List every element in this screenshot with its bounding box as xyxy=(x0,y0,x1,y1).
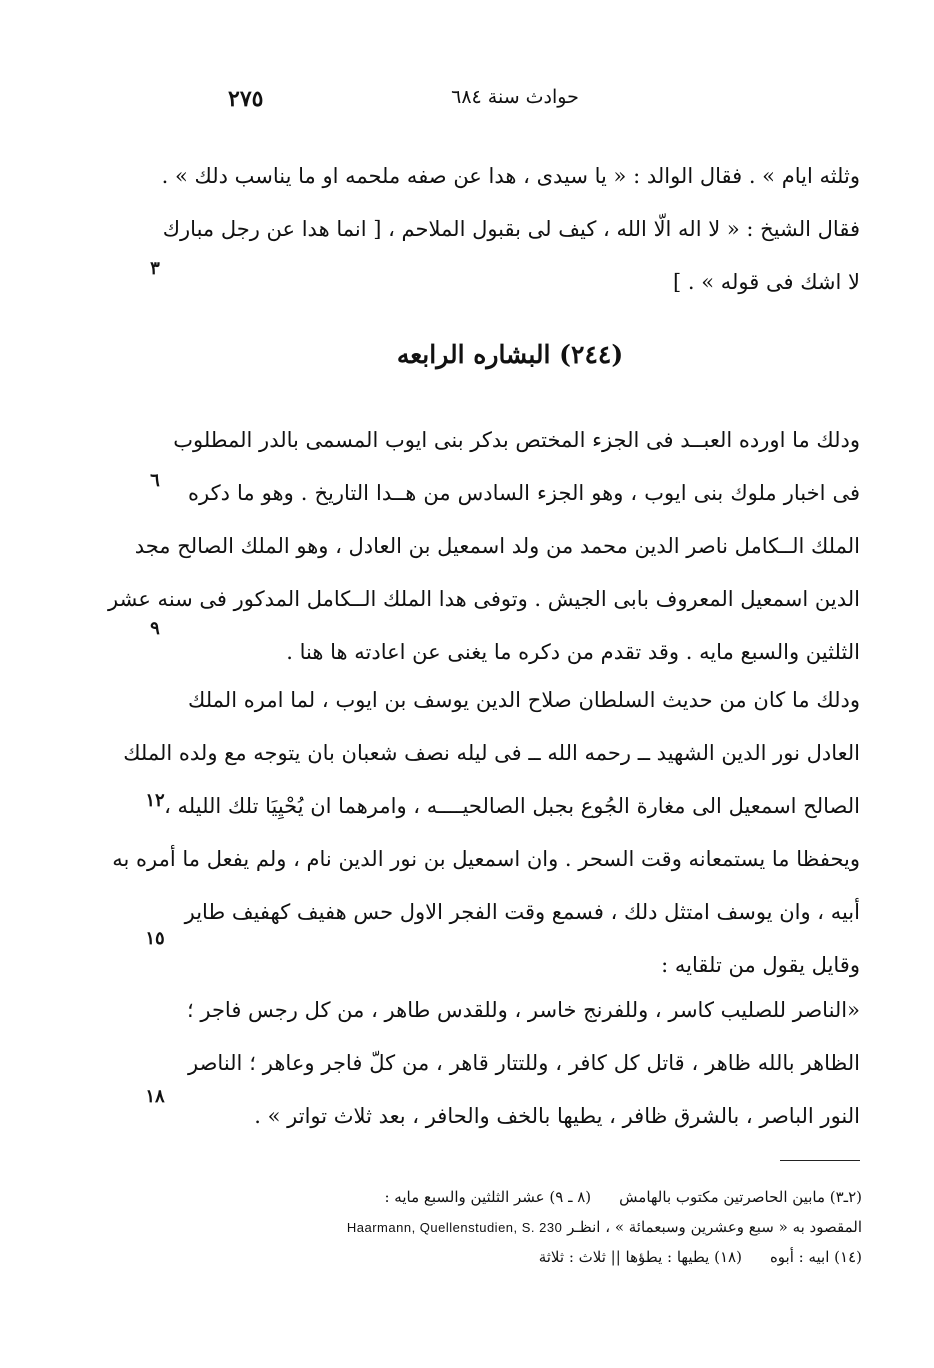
text-line: لا اشك فى قوله » . ] xyxy=(673,270,860,294)
footnote-text: المقصود به « سبع وعشرين وسبعمائة » ، انظـر xyxy=(567,1218,862,1236)
margin-line-number: ٣ xyxy=(150,258,160,279)
text-line: ودلك ما كان من حديث السلطان صلاح الدين يوسف بن ايوب ، لما امره الملك xyxy=(188,688,860,712)
text-line: الملك الــكامل ناصر الدين محمد من ولد اسمعيل بن العادل ، وهو الملك الصالح مجد xyxy=(134,534,860,558)
text-line: الدين اسمعيل المعروف بابى الجيش . وتوفى هدا الملك الــكامل المدكور فى سنه عشر xyxy=(108,587,860,611)
footnote-line xyxy=(186,1242,862,1272)
margin-line-number: ١٥ xyxy=(145,928,165,949)
margin-line-number: ١٨ xyxy=(145,1086,165,1107)
text-line: وقايل يقول من تلقايه : xyxy=(661,953,860,977)
text-line: النور الباصر ، بالشرق ظافر ، يطيها بالخف والحافر ، بعد ثلاث تواتر » . xyxy=(254,1104,860,1128)
footnote-text: (٢ـ٣) مابين الحاصرتين مكتوب بالهامش xyxy=(619,1188,862,1206)
margin-line-number: ١٢ xyxy=(145,790,165,811)
footnotes xyxy=(186,1182,862,1272)
page-number: ٢٧٥ xyxy=(228,86,264,112)
text-line: الصالح اسمعيل الى مغارة الجُوع بجبل الصالحيــــه ، وامرهما ان يُحْيِيَا تلك الليله ، xyxy=(164,794,860,818)
footnote-separator xyxy=(780,1160,860,1161)
margin-line-number: ٩ xyxy=(150,618,160,639)
footnote-text: (٨ ـ ٩) عشر الثلثين والسبع مايه : xyxy=(384,1188,592,1206)
footnote-line xyxy=(186,1212,862,1242)
paragraph-4 xyxy=(188,984,860,1143)
section-heading: (٢٤٤) البشاره الرابعه xyxy=(396,340,624,369)
footnote-line xyxy=(186,1182,862,1212)
running-title: حوادث سنة ٦٨٤ xyxy=(451,86,579,108)
text-line: وثلثه ايام » . فقال الوالد : « يا سيدى ، هدا عن صفه ملحمه او ما يناسب دلك » . xyxy=(161,164,860,188)
text-line: فى اخبار ملوك بنى ايوب ، وهو الجزء السادس من هــدا التاريخ . وهو ما دكره xyxy=(188,481,860,505)
text-line: ويحفظا ما يستمعانه وقت السحر . وان اسمعيل بن نور الدين نام ، ولم يفعل ما أمره به xyxy=(112,847,860,871)
text-line: «الناصر للصليب كاسر ، وللفرنج خاسر ، وللقدس طاهر ، من كل رجس فاجر ؛ xyxy=(187,998,860,1022)
text-line: فقال الشيخ : « لا اله الّا الله ، كيف لى بقبول الملاحم ، [ انما هدا عن رجل مبارك xyxy=(162,217,860,241)
text-line: أبيه ، وان يوسف امتثل دلك ، فسمع وقت الفجر الاول حس هفيف كهفيف طاير xyxy=(184,900,860,924)
text-line: الظاهر بالله ظاهر ، قاتل كل كافر ، وللتتار قاهر ، من كلّ فاجر وعاهر ؛ الناصر xyxy=(188,1051,860,1075)
footnote-text: (١٨) يطيها : يطؤها || ثلاث : ثلاثة xyxy=(538,1248,742,1266)
paragraph-1 xyxy=(161,150,860,309)
footnote-citation: Haarmann, Quellenstudien, S. 230 xyxy=(346,1220,563,1235)
text-line: ودلك ما اورده العبــد فى الجزء المختص بدكر بنى ايوب المسمى بالدر المطلوب xyxy=(173,428,860,452)
text-line: الثلثين والسبع مايه . وقد تقدم من دكره ما يغنى عن اعادته ها هنا . xyxy=(286,640,860,664)
footnote-text: (١٤) ابيه : أبوه xyxy=(769,1248,862,1266)
margin-line-number: ٦ xyxy=(150,470,160,491)
paragraph-2 xyxy=(108,414,860,679)
text-line: العادل نور الدين الشهيد ــ رحمه الله ــ فى ليله نصف شعبان بان يتوجه مع ولده الملك xyxy=(123,741,860,765)
